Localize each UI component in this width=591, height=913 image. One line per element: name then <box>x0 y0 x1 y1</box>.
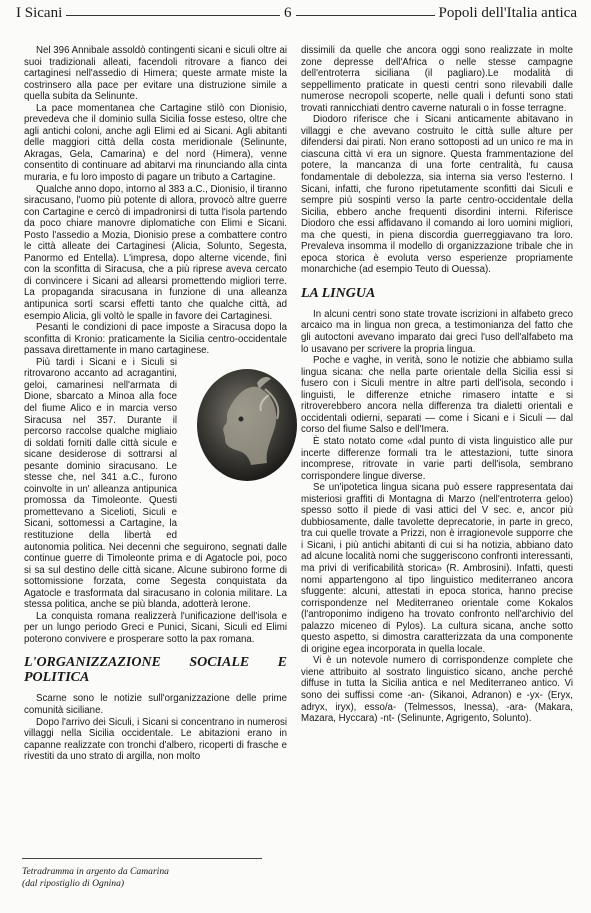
caption-line: (dal ripostiglio di Ognina) <box>22 878 125 889</box>
section-heading-organizzazione: L'ORGANIZZAZIONE SOCIALE E POLITICA <box>24 655 287 686</box>
paragraph: Se un'ipotetica lingua sicana può essere rappresentata dai misteriosi graffiti di Montagna di Marzo (nell'entroterra geloo) spesso sotto il piede di vasi attici del V sec. e, ancor più dubbiosamente, dalle tavolette deprecatorie, in parte in greco, tra cui quelle trovate a Prizzi, non è irragionevole supporre che i Sicani, i più antichi abitanti di cui si ha notizia, abbiano dato ad alcune località nomi che suggeriscono confronti interessanti, ma privi di verificabilità storica» (R. Ambrosini). Infatti, questi nomi appartengono al tipo linguistico mediterraneo ancora sfuggente: alcuni, attestati in epoca storica, hanno precise corrispondenze nel Mediterraneo orientale come Kokalos (l'antroponimo indigeno ha trovato confronto nell'archivio del palazzo miceneo di Pylos). La cultura sicana, anche sotto questo aspetto, si dimostra caratterizzata da una componente di origine egea incorporata in quella locale. <box>301 482 573 655</box>
paragraph: È stato notato come «dal punto di vista linguistico alle pur incerte differenze formali tra le attestazioni, tutte sinora incomprese, ritrovate in varie parti dell'isola, sembrano corrispondere lingue diverse. <box>301 435 573 482</box>
paragraph-text: Più tardi i Sicani e i Siculi si ritrovarono accanto ad acragantini, geloi, camarinesi nell'armata di Dione, sbarcato a Minoa alla foce del fiume Alico e in marcia verso Siracusa nel 357. Durante il percorso raccolse qualche migliaio di soldati forniti dalle città sicule e sicane desiderose di sottrarsi al pesante dominio siracusano. Le stesse che, nel 341 a.C., furono coinvolte in un' alleanza antipunica promossa da Timoleonte. Questi promettevano a Sicelioti, Siculi e Sicani, sottomessi a Cartagine, la restituzione della libertà ed autonomia politica. Nei decenni che seguirono, segnati dalle continue guerre di Timoleonte prima e di Agatocle poi, poco si sa sul destino delle città sicane. Alcune subirono forme di sottomissione forzata, come Segesta conquistata da Agatocle e trasformata dal siracusano in colonia militare. La stessa politica, anche se più blanda, adotterà Ierone. <box>24 356 287 611</box>
caption-rule <box>22 858 262 859</box>
paragraph: Qualche anno dopo, intorno al 383 a.C., Dionisio, il tiranno siracusano, l'uomo più potente di allora, provocò altre guerre con Cartagine e cercò di impadronirsi di tutta l'isola partendo da poco chiare manovre diplomatiche con Elimi e Sicani. Posto l'assedio a Mozia, Dionisio prese a combattere contro le città alleate dei Cartaginesi (Alicia, Solunto, Segesta, Panormo ed Entella). L'impresa, dopo alterne vicende, finì con la sconfitta di Siracusa, che a più riprese aveva cercato di convincere i Sicani ad allearsi promettendo migliori terre. La propaganda siracusana in funzione di una alleanza antipunica sortì scarsi effetti tanto che qualche città, ad esempio Alicia, gli voltò le spalle in favore dei Cartaginesi. <box>24 183 287 322</box>
paragraph: Nel 396 Annibale assoldò contingenti sicani e siculi oltre ai suoi tradizionali alleati, facendoli ritrovare a fianco dei cartaginesi nell'assedio di Himera; queste armate miste la costrinsero alla pace per evitare una distruzione simile a quella subita da Selinunte. <box>24 45 287 103</box>
paragraph: Vi è un notevole numero di corrispondenze complete che viene attribuito al sostrato linguistico sicano, anche perché diffuse in tutta la Sicilia antica e nel Mediterraneo antico. Vi sono dei suffissi come -an- (Sikanoi, Adranon) e -yx- (Eryx, adryx, iryx), esso/a- (Telmessos, Inessa), -ara- (Makara, Mazara, Hyccara) -nt- (Selinunte, Agrigento, Solunto). <box>301 655 573 725</box>
header-book-title: Popoli dell'Italia antica <box>435 4 582 22</box>
caption-line: Tetradramma in argento da Camarina <box>22 866 169 877</box>
left-column <box>24 45 287 763</box>
coin-figure <box>183 357 293 535</box>
paragraph: In alcuni centri sono state trovate iscrizioni in alfabeto greco arcaico ma in lingua non greca, a testimonianza del fatto che gli autoctoni avevano imparato dai greci l'uso dell'alfabeto ma lo usavano per scrivere la propria lingua. <box>301 308 573 355</box>
coin-image <box>195 367 299 483</box>
paragraph: dissimili da quelle che ancora oggi sono realizzate in molte zone depresse dell'Africa o nelle stesse campagne dell'entroterra siciliana (il pagliaro).Le modalità di seppellimento praticate in questi centri sono rilevabili dalle numerose necropoli scoperte, nelle quali i defunti sono stati trovati rannicchiati dentro caverne naturali o in fosse terragne. <box>301 45 573 114</box>
paragraph: Dopo l'arrivo dei Siculi, i Sicani si concentrano in numerosi villaggi nella Sicilia occidentale. Le abitazioni erano in capanne realizzate con tronchi d'albero, ricoperti di frasche e rivestiti da uno strato di argilla, non molto <box>24 716 287 763</box>
coin-caption <box>22 866 272 890</box>
paragraph: La conquista romana realizzerà l'unificazione dell'isola e per un lungo periodo Greci e Punici, Sicani, Siculi ed Elimi poterono convivere e prosperare sotto la pax romana. <box>24 610 287 645</box>
paragraph: Poche e vaghe, in verità, sono le notizie che abbiamo sulla lingua sicana: che nella parte orientale della Sicilia essi si fusero con i Siculi mentre in altre parti dell'isola, secondo i linguisti, le differenze etniche rimasero intatte e si ritroverebbero ancora nella differenza tra dialetti orientali e occidentali odierni, separati — come i Sicani e i Siculi — dal corso del fiume Salso e dell'Imera. <box>301 355 573 436</box>
paragraph-with-coin <box>24 357 287 611</box>
page-number: 6 <box>280 4 296 22</box>
header-section-title: I Sicani <box>12 4 66 22</box>
paragraph: Pesanti le condizioni di pace imposte a Siracusa dopo la sconfitta di Kronio: praticamente la Sicilia centro-occidentale passava direttamente in mano cartaginese. <box>24 322 287 357</box>
right-column <box>301 45 573 725</box>
paragraph: Diodoro riferisce che i Sicani anticamente abitavano in villaggi e che avevano costruito le città sulle alture per difendersi dai pirati. Non erano sottoposti ad un unico re ma in ciascuna città vi era un signore. Questa frammentazione del potere, la mancanza di una forte centralità, fu causa fondamentale di debolezza, sia interna sia verso l'esterno. I Sicani, infatti, che furono ripetutamente sconfitti dai Siculi e sempre più sospinti verso la parte centro-occidentale della Sicilia, ebbero anche frequenti disordini interni. Riferisce Diodoro che essi affidavano il comando ai loro uomini migliori, ma che questi, in piena discordia guerreggiavano tra loro. Prevaleva insomma il modello di organizzazione tribale che in epoca storica è evoluta verso esperienze propriamente monarchiche (ad esempio Teuto di Ouessa). <box>301 114 573 276</box>
section-heading-lingua: LA LINGUA <box>301 285 376 301</box>
running-header <box>12 4 581 24</box>
paragraph: La pace momentanea che Cartagine stilò con Dionisio, prevedeva che il dominio sulla Sicilia fosse esteso, oltre che agli antichi coloni, anche agli Elimi ed ai Sicani. Agli abitanti delle maggiori città della costa meridionale (Selinunte, Akragas, Gela, Camarina) e del nord (Himera), venne consentito di continuare ad abitarvi ma rinunciando alla cinta muraria, e fu loro imposto di pagare un tributo a Cartagine. <box>24 102 287 184</box>
paragraph: Scarne sono le notizie sull'organizzazione delle prime comunità siciliane. <box>24 693 287 716</box>
